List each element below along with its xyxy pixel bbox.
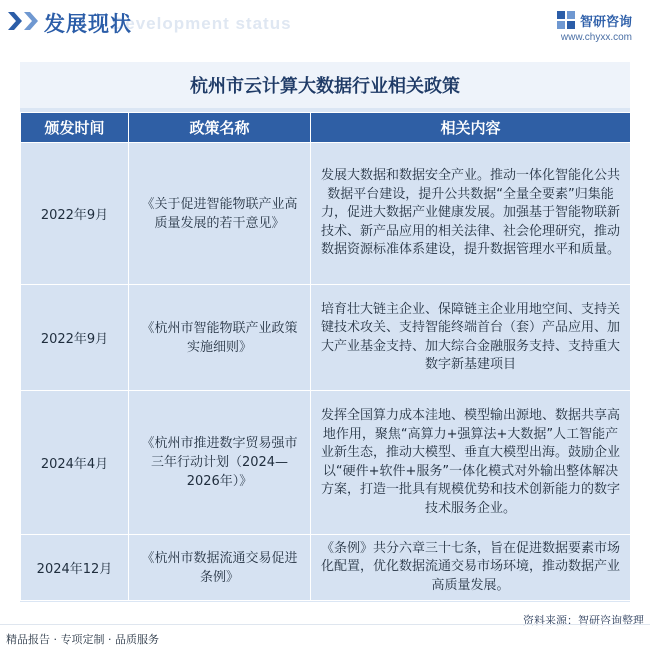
row-content: 培育壮大链主企业、保障链主企业用地空间、支持关键技术攻关、支持智能终端首台（套）产品应用、加大产业基金支持、加大综合金融服务支持、支持重大数字新基建项目 xyxy=(311,285,631,391)
row-date: 2024年12月 xyxy=(21,535,129,601)
table-row xyxy=(21,535,631,601)
row-policy-name: 《杭州市数据流通交易促进条例》 xyxy=(129,535,311,601)
header-ghost-text: Development status xyxy=(112,14,292,33)
chevron-right-icon xyxy=(8,12,22,30)
row-date: 2022年9月 xyxy=(21,285,129,391)
policy-table xyxy=(20,112,631,601)
row-content: 发展大数据和数据安全产业。推动一体化智能化公共数据平台建设，提升公共数据“全量全要素”归集能力，促进大数据产业健康发展。加强基于智能物联新技术、新产品应用的相关法律、社会伦理研究，推动数据资源标准体系建设，提升数据管理水平和质量。 xyxy=(311,143,631,285)
column-header-name: 政策名称 xyxy=(129,113,311,143)
chevron-right-icon xyxy=(24,12,38,30)
policy-table-panel xyxy=(20,62,630,602)
table-row xyxy=(21,391,631,535)
row-policy-name: 《关于促进智能物联产业高质量发展的若干意见》 xyxy=(129,143,311,285)
column-header-date: 颁发时间 xyxy=(21,113,129,143)
table-row xyxy=(21,143,631,285)
logo-text: 智研咨询 xyxy=(579,14,632,30)
table-title: 杭州市云计算大数据行业相关政策 xyxy=(20,62,630,108)
section-title: 发展现状 xyxy=(44,12,132,36)
row-content: 发挥全国算力成本洼地、模型输出源地、数据共享高地作用，聚焦“高算力+强算法+大数据”人工智能产业新生态，推动大模型、垂直大模型出海。鼓励企业以“硬件+软件+服务”一体化模式对外输出整体解决方案，打造一批具有规模优势和技术创新能力的数字技术服务企业。 xyxy=(311,391,631,535)
brand-logo xyxy=(556,10,632,30)
logo-icon xyxy=(556,10,576,30)
row-date: 2022年9月 xyxy=(21,143,129,285)
page-footer xyxy=(0,624,650,652)
data-source: 资料来源：智研咨询整理 xyxy=(523,614,644,627)
column-header-content: 相关内容 xyxy=(311,113,631,143)
footer-tags: 精品报告 · 专项定制 · 品质服务 xyxy=(6,633,159,646)
row-content: 《条例》共分六章三十七条，旨在促进数据要素市场化配置，优化数据流通交易市场环境，推动数据产业高质量发展。 xyxy=(311,535,631,601)
table-header-row xyxy=(21,113,631,143)
table-row xyxy=(21,285,631,391)
section-header xyxy=(0,0,650,46)
row-date: 2024年4月 xyxy=(21,391,129,535)
row-policy-name: 《杭州市推进数字贸易强市三年行动计划（2024—2026年）》 xyxy=(129,391,311,535)
row-policy-name: 《杭州市智能物联产业政策实施细则》 xyxy=(129,285,311,391)
site-url: www.chyxx.com xyxy=(560,32,632,43)
